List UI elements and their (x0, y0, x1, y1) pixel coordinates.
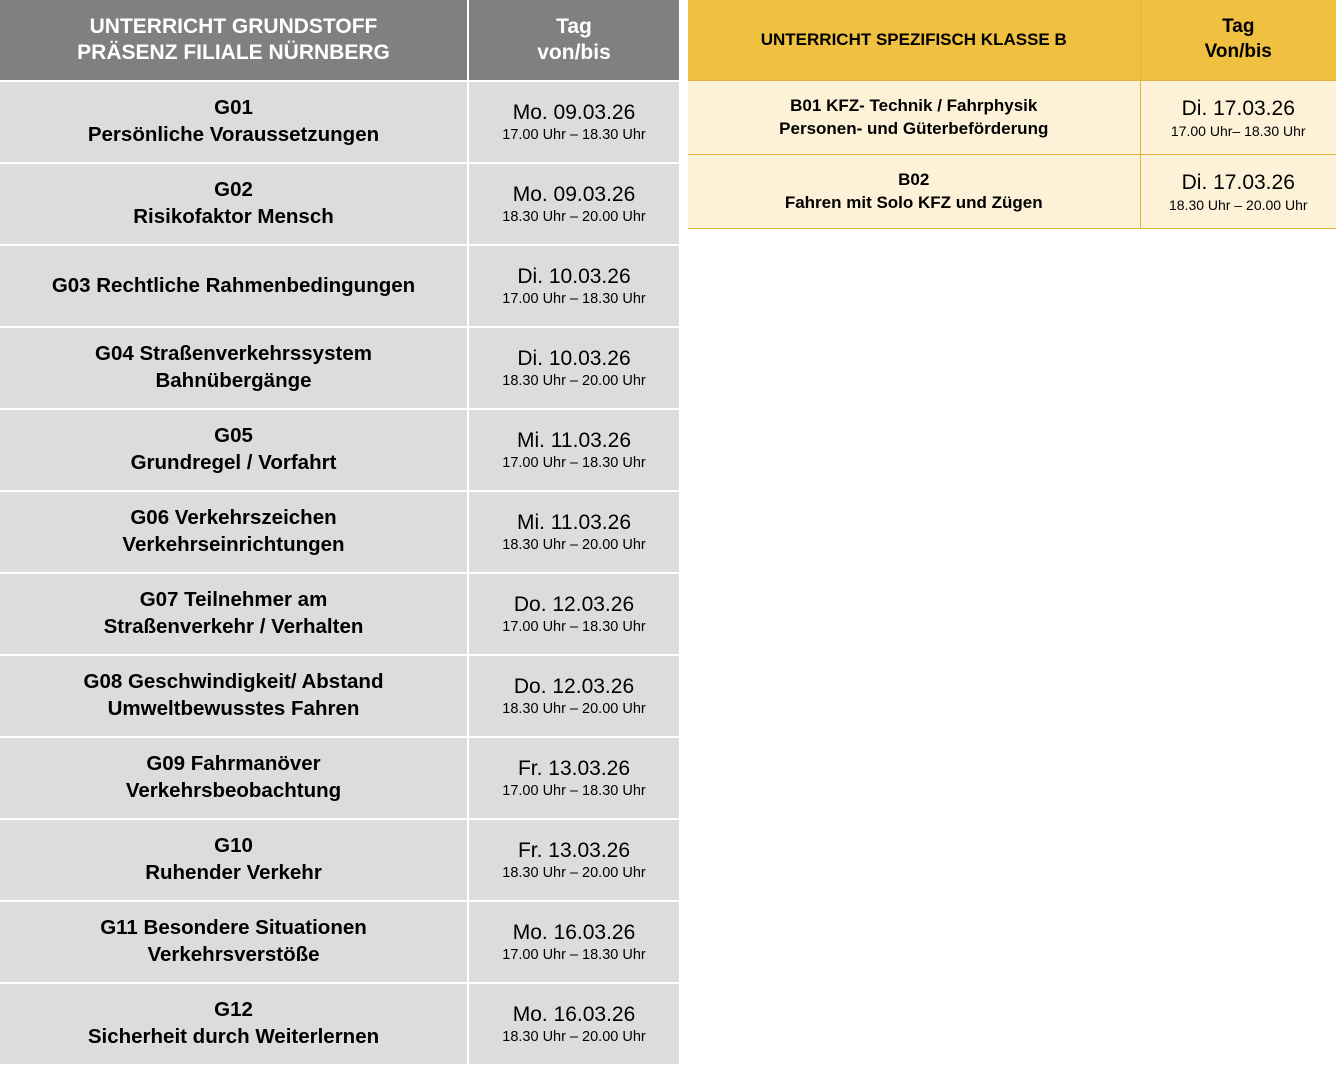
lesson-schedule (468, 819, 679, 901)
lesson-topic-line1: G09 Fahrmanöver (146, 752, 321, 776)
lesson-topic-line2: Umweltbewusstes Fahren (107, 697, 360, 720)
lesson-date: Mo. 16.03.26 (512, 920, 636, 944)
lesson-topic (0, 737, 468, 819)
lesson-topic-line1: G06 Verkehrszeichen (130, 506, 337, 530)
grundstoff-header-title-line2: PRÄSENZ FILIALE NÜRNBERG (77, 41, 390, 64)
lesson-time: 18.30 Uhr – 20.00 Uhr (1168, 196, 1308, 213)
table-row (0, 901, 679, 983)
lesson-date: Fr. 13.03.26 (517, 838, 631, 862)
lesson-topic (0, 573, 468, 655)
lesson-topic-line1: G10 (214, 834, 253, 858)
lesson-topic-line2: Verkehrsverstöße (147, 943, 320, 966)
table-row (0, 245, 679, 327)
table-row (0, 737, 679, 819)
grundstoff-header-title-line1: UNTERRICHT GRUNDSTOFF (89, 14, 378, 38)
lesson-topic (0, 655, 468, 737)
lesson-topic-line1: G01 (214, 96, 253, 120)
table-row (688, 81, 1336, 155)
lesson-schedule (468, 491, 679, 573)
table-row (0, 81, 679, 163)
lesson-date: Mo. 09.03.26 (512, 100, 636, 124)
spezifisch-header-title: UNTERRICHT SPEZIFISCH KLASSE B (688, 0, 1140, 81)
lesson-topic-line2: Verkehrseinrichtungen (122, 533, 345, 556)
lesson-time: 17.00 Uhr – 18.30 Uhr (502, 946, 646, 963)
lesson-topic (0, 983, 468, 1065)
lesson-time: 17.00 Uhr – 18.30 Uhr (502, 126, 646, 143)
lesson-date: Do. 12.03.26 (513, 674, 635, 698)
table-row (0, 819, 679, 901)
lesson-topic-line2: Persönliche Voraussetzungen (87, 123, 380, 146)
lesson-time: 18.30 Uhr – 20.00 Uhr (502, 1028, 646, 1045)
lesson-topic-line1: B02 (898, 169, 930, 189)
lesson-topic-line1: G05 (214, 424, 253, 448)
lesson-schedule (468, 901, 679, 983)
lesson-schedule (1140, 81, 1336, 155)
lesson-date: Mo. 09.03.26 (512, 182, 636, 206)
lesson-time: 17.00 Uhr – 18.30 Uhr (502, 290, 646, 307)
grundstoff-header-day-line2: von/bis (537, 41, 611, 64)
lesson-schedule (468, 81, 679, 163)
lesson-topic (0, 327, 468, 409)
spezifisch-table-body (688, 0, 1336, 229)
table-row (688, 155, 1336, 229)
lesson-topic-line1: G08 Geschwindigkeit/ Abstand (83, 670, 384, 694)
lesson-topic-line1: G12 (214, 998, 253, 1022)
lesson-time: 17.00 Uhr– 18.30 Uhr (1170, 122, 1306, 139)
lesson-topic (688, 155, 1140, 229)
lesson-schedule (468, 983, 679, 1065)
lesson-schedule (468, 573, 679, 655)
lesson-topic-line1: G03 Rechtliche Rahmenbedingungen (51, 273, 416, 297)
lesson-time: 17.00 Uhr – 18.30 Uhr (502, 618, 646, 635)
lesson-topic (688, 81, 1140, 155)
grundstoff-header-day (468, 0, 679, 81)
lesson-time: 17.00 Uhr – 18.30 Uhr (502, 454, 646, 471)
lesson-date: Fr. 13.03.26 (517, 756, 631, 780)
table-row (0, 655, 679, 737)
spezifisch-header-day (1140, 0, 1336, 81)
grundstoff-header-title (0, 0, 468, 81)
lesson-topic-line2: Ruhender Verkehr (145, 861, 322, 884)
lesson-schedule (468, 655, 679, 737)
lesson-topic (0, 491, 468, 573)
table-row (0, 409, 679, 491)
lesson-topic (0, 163, 468, 245)
table-row (0, 573, 679, 655)
lesson-time: 18.30 Uhr – 20.00 Uhr (502, 700, 646, 717)
spezifisch-header-day-line2: Von/bis (1204, 41, 1272, 62)
lesson-topic-line2: Fahren mit Solo KFZ und Zügen (784, 192, 1043, 212)
lesson-date: Mo. 16.03.26 (512, 1002, 636, 1026)
lesson-topic (0, 819, 468, 901)
grundstoff-header-day-line1: Tag (556, 14, 592, 38)
lesson-topic (0, 81, 468, 163)
lesson-time: 18.30 Uhr – 20.00 Uhr (502, 864, 646, 881)
lesson-schedule (468, 163, 679, 245)
lesson-topic-line2: Grundregel / Vorfahrt (130, 451, 337, 474)
spezifisch-header-row (688, 0, 1336, 81)
lesson-schedule (468, 245, 679, 327)
lesson-schedule (468, 327, 679, 409)
lesson-schedule (1140, 155, 1336, 229)
grundstoff-header-row (0, 0, 679, 81)
lesson-topic-line2: Sicherheit durch Weiterlernen (87, 1025, 380, 1048)
lesson-topic-line2: Straßenverkehr / Verhalten (103, 615, 364, 638)
lesson-topic-line1: G04 Straßenverkehrssystem (95, 342, 372, 366)
lesson-date: Mi. 11.03.26 (516, 510, 631, 534)
lesson-date: Mi. 11.03.26 (516, 428, 631, 452)
table-row (0, 163, 679, 245)
lesson-date: Do. 12.03.26 (513, 592, 635, 616)
lesson-date: Di. 10.03.26 (517, 346, 631, 370)
lesson-topic-line1: B01 KFZ- Technik / Fahrphysik (790, 95, 1038, 115)
table-row (0, 491, 679, 573)
lesson-topic-line2: Personen- und Güterbeförderung (779, 118, 1049, 138)
table-row (0, 327, 679, 409)
lesson-date: Di. 17.03.26 (1181, 96, 1295, 120)
lesson-topic (0, 245, 468, 327)
lesson-schedule (468, 737, 679, 819)
lesson-time: 18.30 Uhr – 20.00 Uhr (502, 208, 646, 225)
lesson-topic-line1: G02 (214, 178, 253, 202)
lesson-topic-line2: Risikofaktor Mensch (133, 205, 334, 228)
lesson-topic-line2: Bahnübergänge (155, 369, 312, 392)
table-row (0, 983, 679, 1065)
lesson-topic (0, 409, 468, 491)
lesson-time: 17.00 Uhr – 18.30 Uhr (502, 782, 646, 799)
lesson-date: Di. 10.03.26 (517, 264, 631, 288)
lesson-topic-line1: G07 Teilnehmer am (139, 588, 328, 612)
lesson-time: 18.30 Uhr – 20.00 Uhr (502, 536, 646, 553)
lesson-time: 18.30 Uhr – 20.00 Uhr (502, 372, 646, 389)
lesson-topic-line2: Verkehrsbeobachtung (125, 779, 342, 802)
lesson-schedule (468, 409, 679, 491)
lesson-topic (0, 901, 468, 983)
lesson-topic-line1: G11 Besondere Situationen (100, 916, 367, 940)
lesson-date: Di. 17.03.26 (1181, 170, 1295, 194)
spezifisch-header-day-line1: Tag (1222, 16, 1255, 38)
spezifisch-table (688, 0, 1336, 229)
